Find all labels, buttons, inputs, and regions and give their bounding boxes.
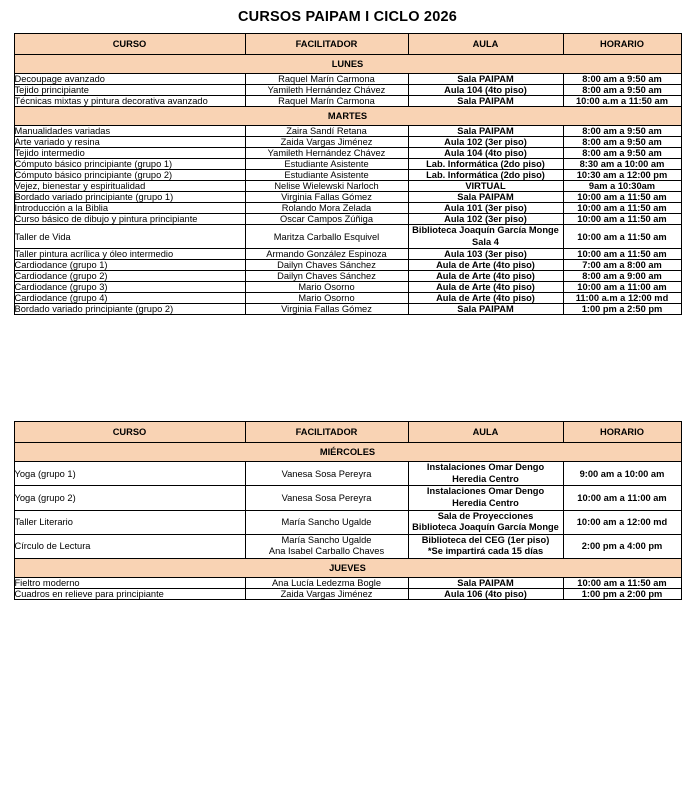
cell-aula: Aula 102 (3er piso) [408, 214, 563, 225]
cell-curso: Arte variado y resina [14, 137, 245, 148]
cell-aula: Sala PAIPAM [408, 304, 563, 315]
cell-curso: Introducción a la Biblia [14, 203, 245, 214]
cell-horario: 10:00 am a 11:50 am [563, 203, 681, 214]
spacer [0, 315, 695, 421]
table-row [14, 534, 681, 558]
table-row [14, 137, 681, 148]
cell-curso: Tejido intermedio [14, 148, 245, 159]
cell-curso: Vejez, bienestar y espiritualidad [14, 181, 245, 192]
cell-curso: Yoga (grupo 1) [14, 462, 245, 486]
table-row [14, 126, 681, 137]
table-row [14, 578, 681, 589]
cell-facilitador: Virginia Fallas Gómez [245, 192, 408, 203]
day-header-row [14, 443, 681, 462]
cell-aula: Aula de Arte (4to piso) [408, 293, 563, 304]
cell-aula: Aula 104 (4to piso) [408, 85, 563, 96]
cell-aula: Sala PAIPAM [408, 74, 563, 85]
table-row [14, 510, 681, 534]
cell-facilitador: Raquel Marín Carmona [245, 96, 408, 107]
table-row [14, 192, 681, 203]
cell-aula: Sala PAIPAM [408, 192, 563, 203]
cell-aula: Aula 106 (4to piso) [408, 589, 563, 600]
day-header: LUNES [14, 55, 681, 74]
cell-curso: Decoupage avanzado [14, 74, 245, 85]
cell-facilitador: Vanesa Sosa Pereyra [245, 462, 408, 486]
table-row [14, 260, 681, 271]
cell-horario: 8:00 am a 9:50 am [563, 148, 681, 159]
cell-facilitador: Vanesa Sosa Pereyra [245, 486, 408, 510]
column-header-aula: AULA [408, 422, 563, 443]
table-row [14, 271, 681, 282]
column-header-curso: CURSO [14, 422, 245, 443]
table-row [14, 486, 681, 510]
column-header-facilitador: FACILITADOR [245, 422, 408, 443]
table-row [14, 85, 681, 96]
cell-facilitador: Armando González Espinoza [245, 249, 408, 260]
cell-curso: Cardiodance (grupo 4) [14, 293, 245, 304]
cell-curso: Cardiodance (grupo 1) [14, 260, 245, 271]
cell-horario: 10:00 am a 11:50 am [563, 214, 681, 225]
cell-horario: 1:00 pm a 2:00 pm [563, 589, 681, 600]
cell-facilitador: Nelise Wielewski Narloch [245, 181, 408, 192]
cell-horario: 1:00 pm a 2:50 pm [563, 304, 681, 315]
cell-aula: Lab. Informática (2do piso) [408, 159, 563, 170]
page-title: CURSOS PAIPAM I CICLO 2026 [238, 9, 457, 25]
cell-aula: Lab. Informática (2do piso) [408, 170, 563, 181]
cell-curso: Fieltro moderno [14, 578, 245, 589]
cell-aula: Instalaciones Omar Dengo Heredia Centro [408, 486, 563, 510]
table-row [14, 148, 681, 159]
schedule-table-2 [14, 421, 682, 600]
cell-facilitador: Zaira Sandí Retana [245, 126, 408, 137]
cell-horario: 10:00 am a 11:00 am [563, 486, 681, 510]
cell-curso: Técnicas mixtas y pintura decorativa avanzado [14, 96, 245, 107]
cell-aula: Aula 101 (3er piso) [408, 203, 563, 214]
cell-curso: Taller de Vida [14, 225, 245, 249]
cell-curso: Cómputo básico principiante (grupo 2) [14, 170, 245, 181]
cell-curso: Tejido principiante [14, 85, 245, 96]
cell-facilitador: Mario Osorno [245, 293, 408, 304]
table-header [14, 422, 681, 443]
cell-curso: Cardiodance (grupo 2) [14, 271, 245, 282]
column-header-aula: AULA [408, 34, 563, 55]
cell-curso: Manualidades variadas [14, 126, 245, 137]
day-header-row [14, 107, 681, 126]
table-row [14, 249, 681, 260]
cell-horario: 8:00 am a 9:50 am [563, 74, 681, 85]
column-header-horario: HORARIO [563, 422, 681, 443]
day-header-row [14, 55, 681, 74]
table-row [14, 203, 681, 214]
cell-facilitador: Dailyn Chaves Sánchez [245, 271, 408, 282]
cell-horario: 10:00 am a 12:00 md [563, 510, 681, 534]
cell-horario: 9:00 am a 10:00 am [563, 462, 681, 486]
table-row [14, 214, 681, 225]
cell-aula: Aula 103 (3er piso) [408, 249, 563, 260]
table-row [14, 225, 681, 249]
cell-aula: Sala PAIPAM [408, 578, 563, 589]
cell-horario: 10:00 am a 11:50 am [563, 578, 681, 589]
cell-aula: Sala de Proyecciones Biblioteca Joaquín García Monge [408, 510, 563, 534]
cell-facilitador: Oscar Campos Zúñiga [245, 214, 408, 225]
cell-facilitador: Zaida Vargas Jiménez [245, 137, 408, 148]
cell-horario: 8:00 am a 9:50 am [563, 137, 681, 148]
day-header: MARTES [14, 107, 681, 126]
cell-horario: 8:30 am a 10:00 am [563, 159, 681, 170]
cell-horario: 11:00 a.m a 12:00 md [563, 293, 681, 304]
cell-horario: 7:00 am a 8:00 am [563, 260, 681, 271]
cell-curso: Círculo de Lectura [14, 534, 245, 558]
cell-facilitador: Ana Lucía Ledezma Bogle [245, 578, 408, 589]
day-header: MIÉRCOLES [14, 443, 681, 462]
column-header-facilitador: FACILITADOR [245, 34, 408, 55]
table-row [14, 304, 681, 315]
table-row [14, 462, 681, 486]
cell-facilitador: María Sancho Ugalde Ana Isabel Carballo Chaves [245, 534, 408, 558]
cell-facilitador: Raquel Marín Carmona [245, 74, 408, 85]
cell-facilitador: Virginia Fallas Gómez [245, 304, 408, 315]
cell-horario: 10:00 am a 11:00 am [563, 282, 681, 293]
column-header-horario: HORARIO [563, 34, 681, 55]
cell-curso: Bordado variado principiante (grupo 1) [14, 192, 245, 203]
cell-facilitador: Yamileth Hernández Chávez [245, 85, 408, 96]
table-header [14, 34, 681, 55]
cell-horario: 10:00 a.m a 11:50 am [563, 96, 681, 107]
cell-aula: Sala PAIPAM [408, 96, 563, 107]
header-row [14, 34, 681, 55]
cell-horario: 8:00 am a 9:50 am [563, 85, 681, 96]
cell-horario: 2:00 pm a 4:00 pm [563, 534, 681, 558]
table-row [14, 293, 681, 304]
table-row [14, 282, 681, 293]
cell-facilitador: Yamileth Hernández Chávez [245, 148, 408, 159]
cell-aula: Aula de Arte (4to piso) [408, 282, 563, 293]
table-body-1 [14, 55, 681, 315]
cell-aula: Aula 102 (3er piso) [408, 137, 563, 148]
document-page [0, 9, 695, 600]
table-row [14, 589, 681, 600]
column-header-curso: CURSO [14, 34, 245, 55]
cell-facilitador: Dailyn Chaves Sánchez [245, 260, 408, 271]
cell-curso: Taller Literario [14, 510, 245, 534]
table-row [14, 74, 681, 85]
cell-aula: Biblioteca del CEG (1er piso) *Se impartirá cada 15 días [408, 534, 563, 558]
cell-curso: Cuadros en relieve para principiante [14, 589, 245, 600]
cell-facilitador: Mario Osorno [245, 282, 408, 293]
cell-facilitador: Estudiante Asistente [245, 170, 408, 181]
cell-curso: Cardiodance (grupo 3) [14, 282, 245, 293]
cell-facilitador: Maritza Carballo Esquivel [245, 225, 408, 249]
cell-horario: 9am a 10:30am [563, 181, 681, 192]
cell-facilitador: Rolando Mora Zelada [245, 203, 408, 214]
cell-horario: 10:00 am a 11:50 am [563, 225, 681, 249]
cell-facilitador: Estudiante Asistente [245, 159, 408, 170]
cell-horario: 10:30 am a 12:00 pm [563, 170, 681, 181]
cell-aula: Instalaciones Omar Dengo Heredia Centro [408, 462, 563, 486]
day-header: JUEVES [14, 559, 681, 578]
cell-curso: Yoga (grupo 2) [14, 486, 245, 510]
cell-aula: Aula de Arte (4to piso) [408, 260, 563, 271]
cell-horario: 8:00 am a 9:00 am [563, 271, 681, 282]
cell-curso: Bordado variado principiante (grupo 2) [14, 304, 245, 315]
cell-facilitador: Zaida Vargas Jiménez [245, 589, 408, 600]
table-row [14, 96, 681, 107]
cell-aula: Aula de Arte (4to piso) [408, 271, 563, 282]
schedule-table-1 [14, 33, 682, 315]
cell-aula: Biblioteca Joaquín García Monge Sala 4 [408, 225, 563, 249]
table-body-2 [14, 443, 681, 600]
table-row [14, 159, 681, 170]
cell-aula: Aula 104 (4to piso) [408, 148, 563, 159]
cell-aula: Sala PAIPAM [408, 126, 563, 137]
table-row [14, 170, 681, 181]
cell-curso: Cómputo básico principiante (grupo 1) [14, 159, 245, 170]
cell-horario: 10:00 am a 11:50 am [563, 249, 681, 260]
day-header-row [14, 559, 681, 578]
table-row [14, 181, 681, 192]
cell-horario: 8:00 am a 9:50 am [563, 126, 681, 137]
cell-horario: 10:00 am a 11:50 am [563, 192, 681, 203]
cell-aula: VIRTUAL [408, 181, 563, 192]
cell-curso: Taller pintura acrílica y óleo intermedio [14, 249, 245, 260]
header-row [14, 422, 681, 443]
cell-facilitador: María Sancho Ugalde [245, 510, 408, 534]
cell-curso: Curso básico de dibujo y pintura principiante [14, 214, 245, 225]
